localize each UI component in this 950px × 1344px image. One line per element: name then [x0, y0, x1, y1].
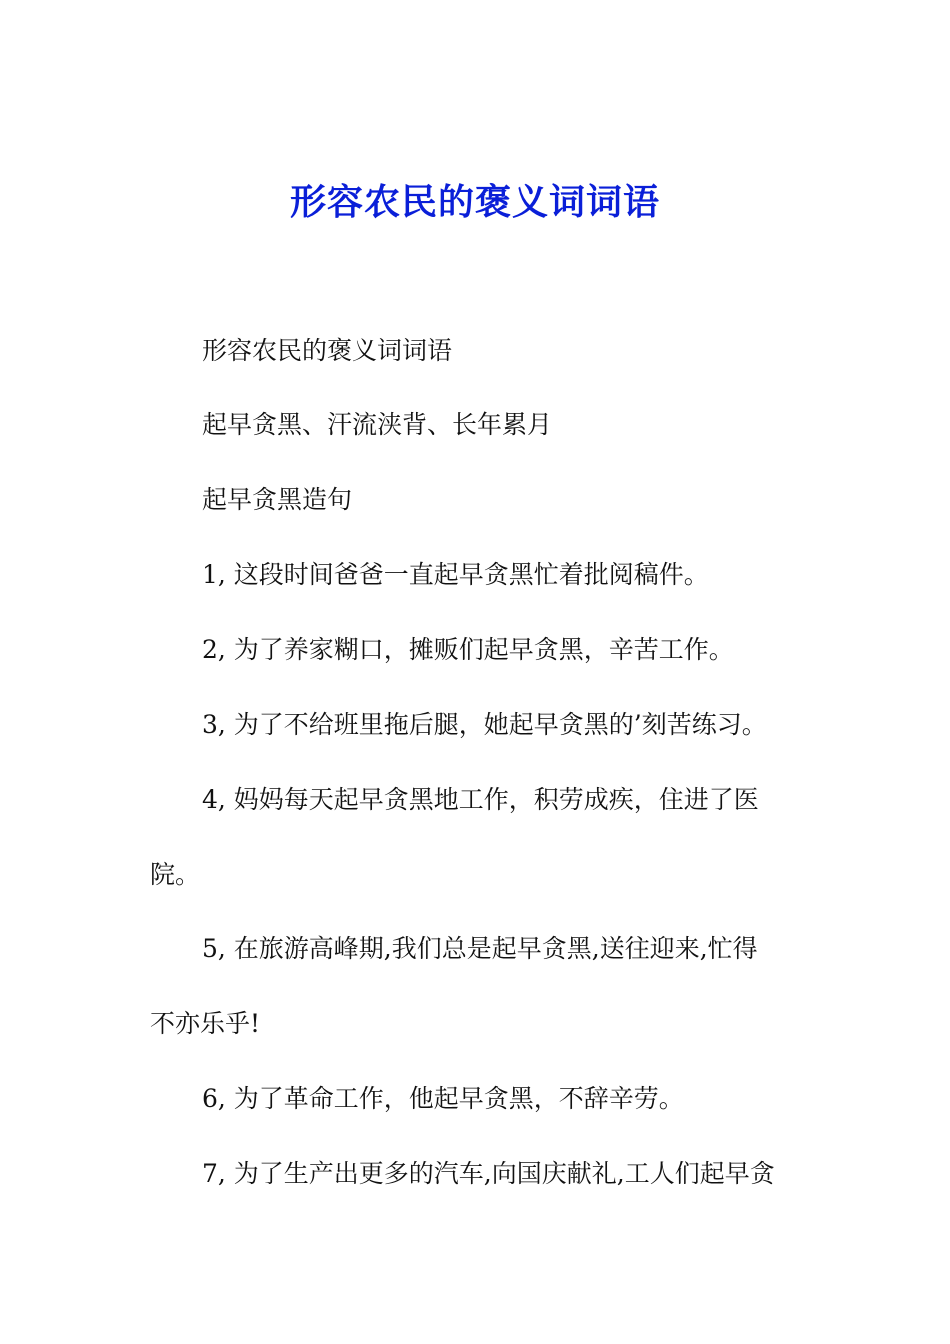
paragraph-heading: 形容农民的褒义词词语	[202, 336, 453, 365]
sentence-3: 3, 为了不给班里拖后腿，她起早贪黑的’刻苦练习。	[202, 710, 767, 739]
sentence-1: 1, 这段时间爸爸一直起早贪黑忙着批阅稿件。	[202, 560, 709, 589]
sentence-5-line-2: 不亦乐乎!	[150, 1009, 261, 1038]
paragraph-idioms: 起早贪黑、汗流浃背、长年累月	[202, 410, 553, 439]
sentence-5-line-1: 5, 在旅游高峰期,我们总是起早贪黑,送往迎来,忙得	[202, 934, 758, 963]
document-title: 形容农民的褒义词词语	[289, 181, 660, 223]
sentence-4-line-1: 4, 妈妈每天起早贪黑地工作，积劳成疾，住进了医	[202, 785, 759, 814]
sentence-6: 6, 为了革命工作，他起早贪黑，不辞辛劳。	[202, 1084, 684, 1113]
sentence-4-line-2: 院。	[150, 860, 201, 889]
sentence-2: 2, 为了养家糊口，摊贩们起早贪黑，辛苦工作。	[202, 635, 734, 664]
sentence-7-line-1: 7, 为了生产出更多的汽车,向国庆献礼,工人们起早贪	[202, 1159, 775, 1188]
paragraph-subheading: 起早贪黑造句	[202, 485, 353, 514]
